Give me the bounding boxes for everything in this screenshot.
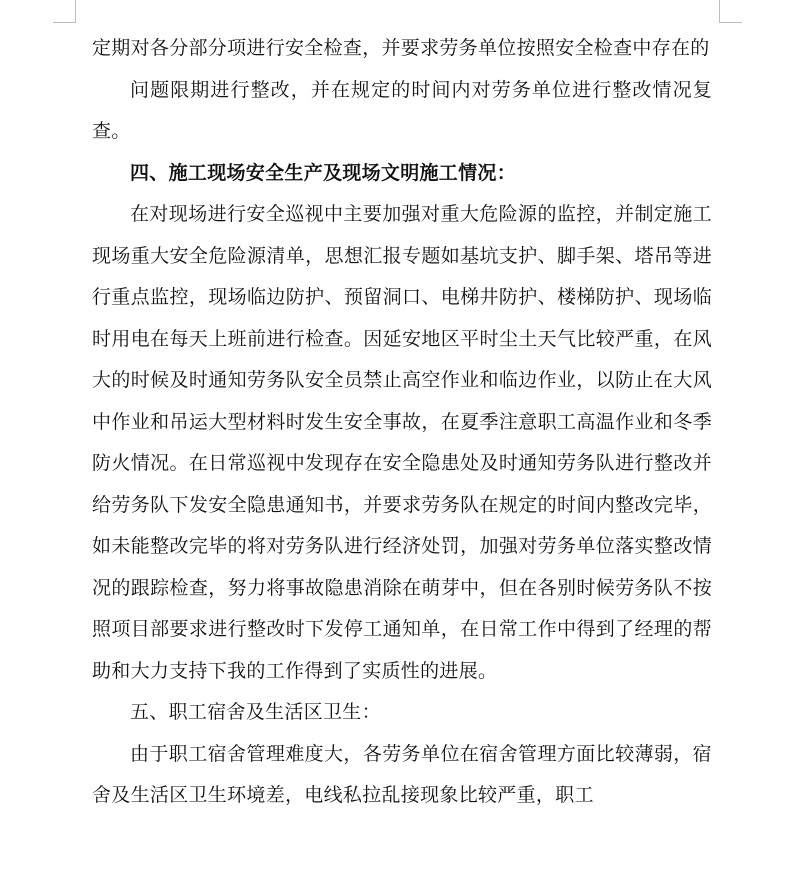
document-body	[92, 28, 712, 817]
section-heading-4: 四、施工现场安全生产及现场文明施工情况：	[130, 161, 517, 184]
paragraph-dormitory: 由于职工宿舍管理难度大，各劳务单位在宿舍管理方面比较薄弱，宿舍及生活区卫生环境差，电线私拉乱接现象比较严重，职工	[92, 742, 712, 806]
section-heading-5: 五、职工宿舍及生活区卫生：	[130, 701, 381, 723]
paragraph-rectification: 问题限期进行整改，并在规定的时间内对劳务单位进行整改情况复查。	[92, 78, 712, 142]
paragraph-continued: 定期对各分部分项进行安全检查，并要求劳务单位按照安全检查中存在的	[92, 37, 710, 59]
paragraph-site-safety: 在对现场进行安全巡视中主要加强对重大危险源的监控，并制定施工现场重大安全危险源清单，思想汇报专题如基坑支护、脚手架、塔吊等进行重点监控，现场临边防护、预留洞口、电梯井防护、楼梯防护、现场临时用电在每天上班前进行检查。因延安地区平时尘土天气比较严重，在风大的时候及时通知劳务队安全员禁止高空作业和临边作业，以防止在大风中作业和吊运大型材料时发生安全事故，在夏季注意职工高温作业和冬季防火情况。在日常巡视中发现存在安全隐患处及时通知劳务队进行整改并给劳务队下发安全隐患通知书，并要求劳务队在规定的时间内整改完毕，如未能整改完毕的将对劳务队进行经济处罚，加强对劳务单位落实整改情况的跟踪检查，努力将事故隐患消除在萌芽中，但在各别时候劳务队不按照项目部要求进行整改时下发停工通知单，在日常工作中得到了经理的帮助和大力支持下我的工作得到了实质性的进展。	[92, 203, 712, 682]
margin-corner-mark-top-right	[719, 0, 742, 23]
margin-corner-mark-top-left	[53, 0, 76, 23]
